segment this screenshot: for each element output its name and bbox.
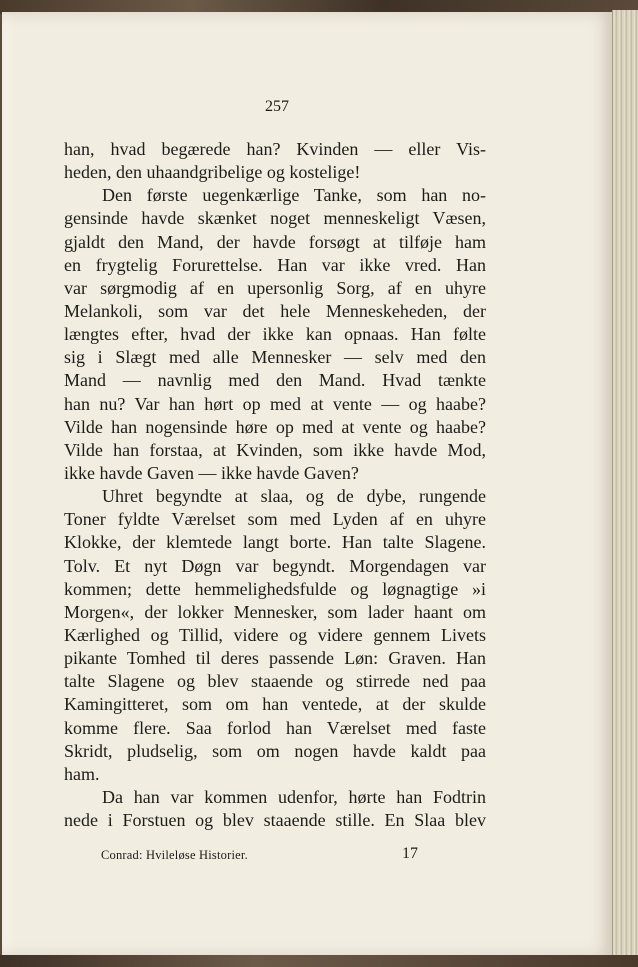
text-line: han nu? Var han hørt op med at vente — og haabe?	[64, 393, 486, 414]
text-line: Morgen«, der lokker Mennesker, som lader haant om	[64, 601, 486, 622]
text-line: Toner fyldte Værelset som med Lyden af en uhyre	[64, 509, 486, 530]
text-line: han, hvad begærede han? Kvinden — eller Vis-	[64, 139, 486, 159]
text-line: komme flere. Saa forlod han Værelset med faste	[64, 717, 486, 738]
text-line: Kærlighed og Tillid, videre og videre gennem Livets	[64, 624, 486, 645]
text-line: gjaldt den Mand, der havde forsøgt at tilføje ham	[64, 231, 486, 252]
book-page	[2, 12, 612, 957]
text-line: Uhret begyndte at slaa, og de dybe, rungende	[102, 486, 486, 507]
book-binding-bottom	[0, 955, 638, 967]
text-line: ham.	[64, 763, 100, 784]
text-line: pikante Tomhed til deres passende Løn: Graven. Han	[64, 648, 486, 669]
text-line: Klokke, der klemtede langt borte. Han talte Slagene.	[64, 532, 486, 553]
text-line: talte Slagene og blev staaende og stirrede ned paa	[64, 671, 486, 692]
text-line: Melankoli, som var det hele Menneskeheden, der	[64, 300, 486, 321]
text-line: nede i Forstuen og blev staaende stille. En Slaa blev	[64, 810, 486, 831]
text-line: Da han var kommen udenfor, hørte han Fodtrin	[102, 786, 486, 807]
text-line: længtes efter, hvad der ikke kan opnaas. Han følte	[64, 324, 486, 345]
text-line: Skridt, pludselig, som om nogen havde kaldt paa	[64, 740, 486, 761]
text-line: heden, den uhaandgribelige og kostelige!	[64, 162, 361, 183]
page-edge	[612, 10, 638, 960]
text-line: Kamingitteret, som om han ventede, at der skulde	[64, 694, 486, 715]
text-line: Den første uegenkærlige Tanke, som han no-	[102, 185, 486, 206]
text-line: kommen; dette hemmelighedsfulde og løgnagtige »i	[64, 578, 486, 599]
footer-signature: Conrad: Hvileløse Historier.	[101, 848, 248, 862]
text-line: en frygtelig Forurettelse. Han var ikke vred. Han	[64, 254, 486, 275]
text-line: ikke havde Gaven — ikke havde Gaven?	[64, 462, 359, 483]
text-line: var sørgmodig af en upersonlig Sorg, af en uhyre	[64, 277, 486, 298]
footer-sheet-number: 17	[402, 845, 418, 862]
text-line: sig i Slægt med alle Mennesker — selv med den	[64, 347, 486, 368]
text-line: gensinde havde skænket noget menneskeligt Væsen,	[64, 208, 486, 229]
text-line: Vilde han nogensinde høre op med at vente og haabe?	[64, 416, 486, 437]
body-text	[64, 138, 486, 832]
text-line: Mand — navnlig med den Mand. Hvad tænkte	[64, 370, 486, 391]
page-number: 257	[265, 98, 289, 115]
text-line: Tolv. Et nyt Døgn var begyndt. Morgendagen var	[64, 555, 486, 576]
text-line: Vilde han forstaa, at Kvinden, som ikke havde Mod,	[64, 439, 486, 460]
